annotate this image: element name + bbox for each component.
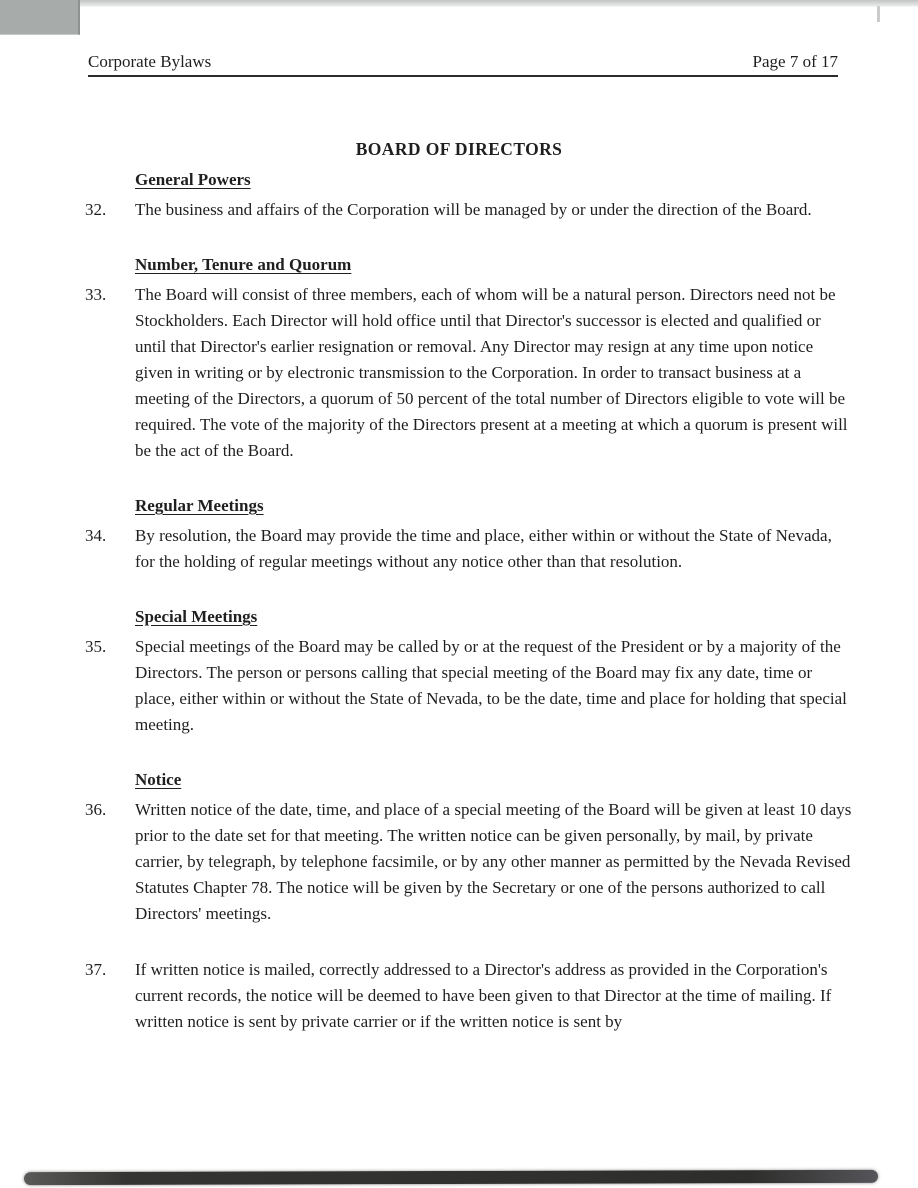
paragraph-text: Special meetings of the Board may be called by or at the request of the President or by a majority of the Directors. The person or persons calling that special meeting of the Board may fix any date, time or place, either within or without the State of Nevada, to be the date, time and place for holding that special meeting. <box>135 637 847 734</box>
numbered-paragraph <box>85 797 852 927</box>
paragraph-number: 32. <box>85 200 107 219</box>
page-header <box>88 52 838 77</box>
document-body <box>85 170 852 1035</box>
paragraph-number: 34. <box>85 526 107 545</box>
paragraph-text: If written notice is mailed, correctly addressed to a Director's address as provided in the Corporation's current records, the notice will be deemed to have been given to that Director at the time of mailing. If written notice is sent by private carrier or if the written notice is sent by <box>135 960 832 1031</box>
section-general-powers <box>85 170 852 223</box>
numbered-paragraph <box>85 282 852 464</box>
numbered-paragraph <box>85 634 852 738</box>
paragraph-text: Written notice of the date, time, and place of a special meeting of the Board will be given at least 10 days prior to the date set for that meeting. The written notice can be given personally, by mail, by private carrier, by telegraph, by telephone facsimile, or by any other manner as permitted by the Nevada Revised Statutes Chapter 78. The notice will be given by the Secretary or one of the persons authorized to call Directors' meetings. <box>135 800 852 923</box>
section-heading: Notice <box>135 770 182 789</box>
paragraph-text: The Board will consist of three members, each of whom will be a natural person. Directors need not be Stockholders. Each Director will hold office until that Director's successor is elected and qualified or until that Director's earlier resignation or removal. Any Director may resign at any time upon notice given in writing or by electronic transmission to the Corporation. In order to transact business at a meeting of the Directors, a quorum of 50 percent of the total number of Directors eligible to vote will be required. The vote of the majority of the Directors present at a meeting at which a quorum is present will be the act of the Board. <box>135 285 848 460</box>
section-heading: Special Meetings <box>135 607 258 626</box>
paragraph-text: The business and affairs of the Corporation will be managed by or under the direction of the Board. <box>135 200 812 219</box>
paragraph-number: 37. <box>85 960 107 979</box>
section-special-meetings <box>85 607 852 738</box>
numbered-paragraph <box>85 523 852 575</box>
paragraph-number: 35. <box>85 637 107 656</box>
numbered-paragraph <box>85 957 852 1035</box>
section-heading: General Powers <box>135 170 251 189</box>
paragraph-text: By resolution, the Board may provide the time and place, either within or without the State of Nevada, for the holding of regular meetings without any notice other than that resolution. <box>135 526 832 571</box>
section-regular-meetings <box>85 496 852 575</box>
section-heading: Number, Tenure and Quorum <box>135 255 352 274</box>
section-notice <box>85 770 852 1035</box>
scan-artifact-bottom-strip <box>24 1170 878 1185</box>
numbered-paragraph <box>85 197 852 223</box>
paragraph-number: 36. <box>85 800 107 819</box>
document-header-title: Corporate Bylaws <box>88 52 212 71</box>
section-number-tenure-quorum <box>85 255 852 464</box>
page-title: BOARD OF DIRECTORS <box>355 139 563 159</box>
paragraph-number: 33. <box>85 285 107 304</box>
section-heading: Regular Meetings <box>135 496 264 515</box>
page-number-label: Page 7 of 17 <box>752 52 838 71</box>
